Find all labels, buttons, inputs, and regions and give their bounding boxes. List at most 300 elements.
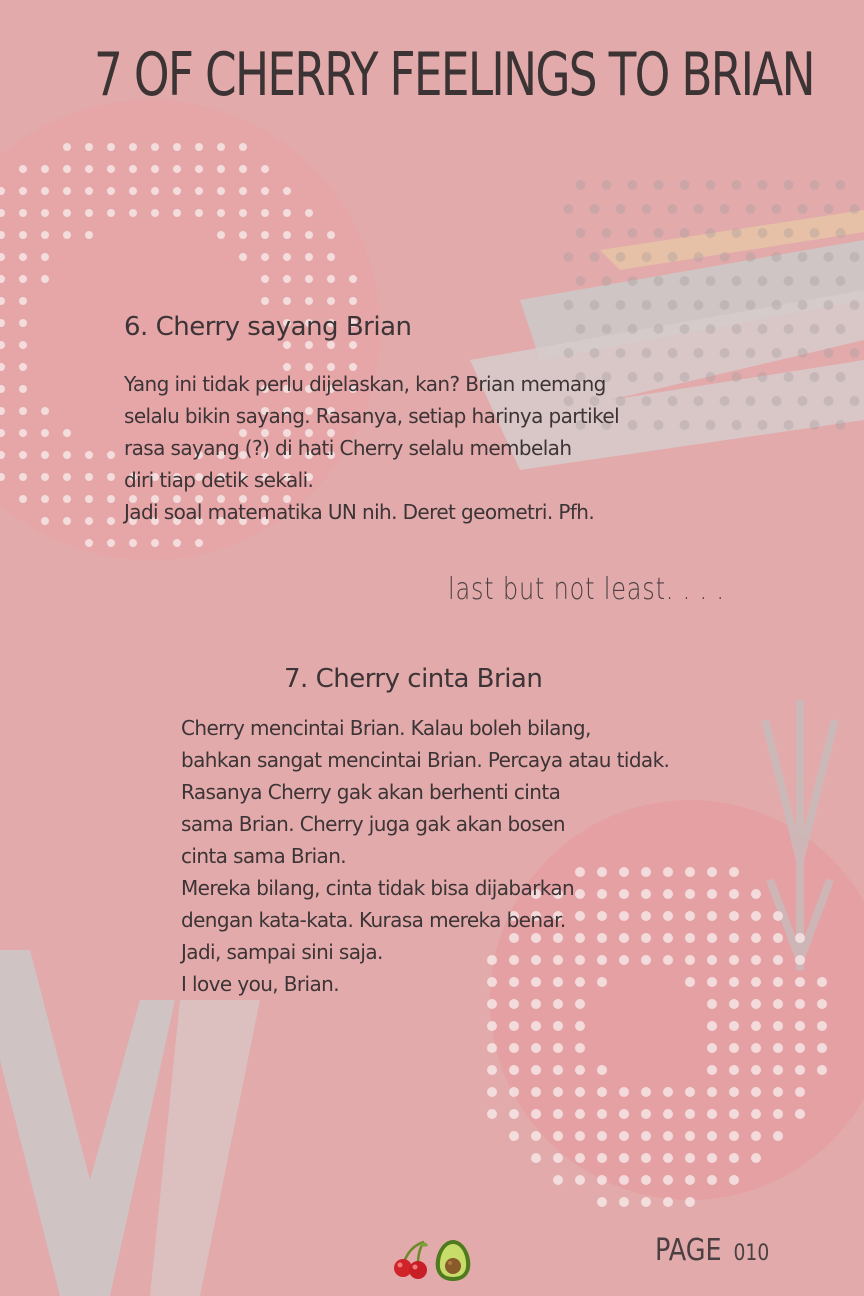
decor-dot <box>706 228 716 238</box>
decor-dot <box>707 911 717 921</box>
decor-dot <box>795 1109 805 1119</box>
decor-dot <box>784 276 794 286</box>
decor-dot <box>553 999 563 1009</box>
decor-dot <box>217 165 225 173</box>
decor-dot <box>836 228 846 238</box>
decor-dot <box>751 955 761 965</box>
decor-dot <box>327 341 335 349</box>
decor-dot <box>107 495 115 503</box>
body-line: Cherry mencintai Brian. Kalau boleh bilang, <box>181 716 591 740</box>
decor-dot <box>751 911 761 921</box>
decor-dot <box>151 539 159 547</box>
decor-dot <box>685 977 695 987</box>
decor-dot <box>509 1131 519 1141</box>
decor-dot <box>798 348 808 358</box>
decor-dot <box>107 187 115 195</box>
decor-dot <box>619 1153 629 1163</box>
decor-dot <box>487 1065 497 1075</box>
decor-dot <box>107 539 115 547</box>
decor-dot <box>19 429 27 437</box>
decor-dot <box>41 429 49 437</box>
decor-dot <box>668 396 678 406</box>
decor-dot <box>772 300 782 310</box>
decor-dot <box>239 231 247 239</box>
page-title: 7 OF CHERRY FEELINGS TO BRIAN <box>94 40 814 110</box>
decor-dot <box>732 180 742 190</box>
decor-dot <box>564 204 574 214</box>
decor-dot <box>707 1175 717 1185</box>
decor-dot <box>758 228 768 238</box>
decor-dot <box>654 180 664 190</box>
decor-dot <box>694 204 704 214</box>
decor-dot <box>707 955 717 965</box>
decor-dot <box>817 999 827 1009</box>
decor-dot <box>261 187 269 195</box>
decor-dot <box>707 1109 717 1119</box>
decor-dot <box>685 933 695 943</box>
decor-dot <box>729 999 739 1009</box>
decor-dot <box>261 209 269 217</box>
decor-dot <box>795 1021 805 1031</box>
decor-dot <box>217 143 225 151</box>
decor-dot <box>553 1021 563 1031</box>
decor-dot <box>685 1153 695 1163</box>
decor-dot <box>173 539 181 547</box>
decor-dot <box>597 1175 607 1185</box>
page-word: PAGE <box>655 1233 722 1268</box>
decor-dot <box>772 204 782 214</box>
decor-dot <box>751 933 761 943</box>
decor-dot <box>19 495 27 503</box>
decor-dot <box>810 180 820 190</box>
decor-dot <box>41 517 49 525</box>
decor-dot <box>261 165 269 173</box>
decor-dot <box>795 1087 805 1097</box>
decor-dot <box>641 1109 651 1119</box>
decor-dot <box>239 253 247 261</box>
decor-dot <box>729 955 739 965</box>
decor-dot <box>564 300 574 310</box>
decor-dot <box>668 204 678 214</box>
decor-dot <box>628 180 638 190</box>
decor-dot <box>784 228 794 238</box>
decor-dot <box>751 1021 761 1031</box>
decor-dot <box>751 1043 761 1053</box>
decor-dot <box>597 1153 607 1163</box>
decor-dot <box>641 1197 651 1207</box>
decor-dot <box>850 252 860 262</box>
decor-dot <box>239 143 247 151</box>
decor-dot <box>531 999 541 1009</box>
decor-dot <box>19 187 27 195</box>
decor-dot <box>850 396 860 406</box>
decor-dot <box>63 429 71 437</box>
decor-dot <box>63 209 71 217</box>
body-line: Jadi, sampai sini saja. <box>181 940 383 964</box>
decor-dot <box>509 1109 519 1119</box>
decor-dot <box>261 231 269 239</box>
decor-dot <box>531 1043 541 1053</box>
decor-dot <box>195 143 203 151</box>
decor-dot <box>720 348 730 358</box>
decor-dot <box>729 1131 739 1141</box>
decor-dot <box>151 209 159 217</box>
decor-dot <box>327 231 335 239</box>
decor-dot <box>751 1131 761 1141</box>
decor-dot <box>836 420 846 430</box>
decor-dot <box>509 999 519 1009</box>
decor-dot <box>729 1087 739 1097</box>
decor-dot <box>107 451 115 459</box>
decor-dot <box>707 1153 717 1163</box>
decor-dot <box>746 396 756 406</box>
decor-dot <box>107 473 115 481</box>
decor-dot <box>19 231 27 239</box>
decor-dot <box>63 517 71 525</box>
body-line: diri tiap detik sekali. <box>124 468 314 492</box>
decor-dot <box>283 187 291 195</box>
decor-dot <box>817 1065 827 1075</box>
decor-dot <box>732 276 742 286</box>
decor-dot <box>654 324 664 334</box>
body-line: Mereka bilang, cinta tidak bisa dijabarkan <box>181 876 575 900</box>
avocado-icon <box>432 1238 474 1282</box>
body-line: dengan kata-kata. Kurasa mereka benar. <box>181 908 566 932</box>
decor-dot <box>795 1065 805 1075</box>
decor-dot <box>63 231 71 239</box>
decor-dot <box>706 180 716 190</box>
section-7-heading: 7. Cherry cinta Brian <box>284 664 543 694</box>
decor-dot <box>85 165 93 173</box>
decor-dot <box>576 228 586 238</box>
decor-dot <box>531 1131 541 1141</box>
decor-dot <box>758 372 768 382</box>
decor-dot <box>758 420 768 430</box>
decor-dot <box>590 300 600 310</box>
decor-dot <box>305 253 313 261</box>
decor-dot <box>773 1131 783 1141</box>
decor-dot <box>795 977 805 987</box>
decor-dot <box>707 867 717 877</box>
decor-dot <box>836 372 846 382</box>
decor-dot <box>795 999 805 1009</box>
decor-dot <box>729 933 739 943</box>
decor-dot <box>680 180 690 190</box>
decor-dot <box>680 276 690 286</box>
decor-dot <box>327 297 335 305</box>
decor-dot <box>349 275 357 283</box>
decor-dot <box>685 867 695 877</box>
body-line: Jadi soal matematika UN nih. Deret geometri. Pfh. <box>124 500 595 524</box>
decor-dot <box>685 1131 695 1141</box>
decor-dot <box>706 276 716 286</box>
decor-dot <box>63 143 71 151</box>
decor-dot <box>680 372 690 382</box>
decor-dot <box>553 1175 563 1185</box>
decor-dot <box>575 1109 585 1119</box>
decor-dot <box>773 1043 783 1053</box>
decor-dot <box>487 1021 497 1031</box>
decor-dot <box>824 252 834 262</box>
decor-dot <box>758 180 768 190</box>
decor-dot <box>729 1109 739 1119</box>
decor-dot <box>772 348 782 358</box>
decor-dot <box>239 165 247 173</box>
decor-dot <box>619 1109 629 1119</box>
decor-dot <box>751 1153 761 1163</box>
decor-dot <box>261 275 269 283</box>
decor-dot <box>751 1065 761 1075</box>
decor-dot <box>597 1197 607 1207</box>
decor-dot <box>575 1043 585 1053</box>
decor-dot <box>824 204 834 214</box>
decor-dot <box>129 539 137 547</box>
decor-dot <box>773 1087 783 1097</box>
decor-dot <box>575 1087 585 1097</box>
decor-dot <box>305 209 313 217</box>
decor-dot <box>642 204 652 214</box>
decor-dot <box>19 385 27 393</box>
decor-dot <box>810 276 820 286</box>
decor-dot <box>597 1131 607 1141</box>
decor-dot <box>758 276 768 286</box>
decor-dot <box>824 300 834 310</box>
decor-dot <box>261 297 269 305</box>
decor-dot <box>824 396 834 406</box>
decor-dot <box>19 165 27 173</box>
decor-dot <box>729 911 739 921</box>
decor-dot <box>509 1043 519 1053</box>
decor-dot <box>663 1197 673 1207</box>
last-but-not-least-note: last but not least. . . . <box>448 572 725 607</box>
decor-dot <box>707 1087 717 1097</box>
decor-dot <box>751 999 761 1009</box>
decor-dot <box>597 1087 607 1097</box>
decor-dot <box>707 933 717 943</box>
decor-dot <box>685 955 695 965</box>
decor-dot <box>642 300 652 310</box>
decor-dot <box>85 517 93 525</box>
decor-dot <box>63 165 71 173</box>
decor-dot <box>597 1065 607 1075</box>
decor-dot <box>642 252 652 262</box>
brush-strokes-bottom-left <box>0 950 260 1296</box>
decor-dot <box>239 187 247 195</box>
decor-dot <box>685 911 695 921</box>
decor-dot <box>654 372 664 382</box>
decor-dot <box>706 372 716 382</box>
decor-dot <box>824 348 834 358</box>
decor-dot <box>663 1087 673 1097</box>
decor-dot <box>575 999 585 1009</box>
decor-dot <box>746 252 756 262</box>
decor-dot <box>850 348 860 358</box>
decor-dot <box>151 187 159 195</box>
decor-dot <box>616 300 626 310</box>
decor-dot <box>663 1131 673 1141</box>
decor-dot <box>85 187 93 195</box>
decor-dot <box>772 252 782 262</box>
decor-dot <box>217 231 225 239</box>
decor-dot <box>628 372 638 382</box>
decor-dot <box>19 473 27 481</box>
decor-dot <box>195 209 203 217</box>
decor-dot <box>509 1021 519 1031</box>
decor-dot <box>784 180 794 190</box>
decor-dot <box>575 1153 585 1163</box>
decor-dot <box>642 396 652 406</box>
body-line: Yang ini tidak perlu dijelaskan, kan? Brian memang <box>124 372 606 396</box>
page-number: 010 <box>733 1241 770 1266</box>
decor-dot <box>217 209 225 217</box>
decor-dot <box>531 1109 541 1119</box>
decor-dot <box>41 165 49 173</box>
decor-dot <box>720 204 730 214</box>
decor-dot <box>63 187 71 195</box>
decor-dot <box>173 143 181 151</box>
section-6-heading: 6. Cherry sayang Brian <box>124 312 412 342</box>
decor-dot <box>732 372 742 382</box>
decor-dot <box>553 1153 563 1163</box>
decor-dot <box>195 165 203 173</box>
decor-dot <box>509 1087 519 1097</box>
decor-dot <box>531 1065 541 1075</box>
decor-dot <box>784 372 794 382</box>
decor-dot <box>85 473 93 481</box>
decor-dot <box>283 209 291 217</box>
decor-dot <box>590 204 600 214</box>
decor-dot <box>129 187 137 195</box>
body-line: I love you, Brian. <box>181 972 339 996</box>
decor-dot <box>487 1043 497 1053</box>
decor-dot <box>810 372 820 382</box>
decor-dot <box>19 407 27 415</box>
decor-dot <box>795 955 805 965</box>
decor-dot <box>590 348 600 358</box>
decor-dot <box>129 165 137 173</box>
decor-dot <box>773 1109 783 1119</box>
decor-dot <box>195 187 203 195</box>
decor-dot <box>707 889 717 899</box>
decor-dot <box>773 999 783 1009</box>
decor-dot <box>773 955 783 965</box>
decor-dot <box>784 420 794 430</box>
decor-dot <box>41 187 49 195</box>
body-line: sama Brian. Cherry juga gak akan bosen <box>181 812 565 836</box>
decor-dot <box>509 1065 519 1075</box>
decor-dot <box>729 977 739 987</box>
decor-dot <box>283 341 291 349</box>
decor-dot <box>680 420 690 430</box>
decor-dot <box>751 1087 761 1097</box>
decor-dot <box>628 420 638 430</box>
decor-dot <box>305 275 313 283</box>
decor-dot <box>63 473 71 481</box>
decor-dot <box>729 1043 739 1053</box>
decor-dot <box>680 228 690 238</box>
decor-dot <box>602 276 612 286</box>
decor-dot <box>773 933 783 943</box>
decor-dot <box>487 1087 497 1097</box>
decor-dot <box>283 275 291 283</box>
decor-dot <box>576 276 586 286</box>
decor-dot <box>773 1065 783 1075</box>
body-line: rasa sayang (?) di hati Cherry selalu membelah <box>124 436 572 460</box>
decor-dot <box>85 209 93 217</box>
body-line: cinta sama Brian. <box>181 844 347 868</box>
decor-dot <box>694 300 704 310</box>
decor-dot <box>654 228 664 238</box>
decor-dot <box>641 1153 651 1163</box>
decor-dot <box>758 324 768 334</box>
decor-dot <box>41 407 49 415</box>
decor-dot <box>732 420 742 430</box>
decor-dot <box>327 275 335 283</box>
decor-dot <box>327 253 335 261</box>
decor-dot <box>616 252 626 262</box>
decor-dot <box>654 276 664 286</box>
decor-dot <box>19 451 27 459</box>
decor-dot <box>706 420 716 430</box>
decor-dot <box>642 348 652 358</box>
decor-dot <box>817 977 827 987</box>
decor-dot <box>487 999 497 1009</box>
decor-dot <box>590 252 600 262</box>
decor-dot <box>564 252 574 262</box>
decor-dot <box>107 165 115 173</box>
decor-dot <box>553 1043 563 1053</box>
decor-dot <box>85 231 93 239</box>
decor-dot <box>305 341 313 349</box>
decor-dot <box>41 495 49 503</box>
decor-dot <box>772 396 782 406</box>
decor-dot <box>616 204 626 214</box>
decor-dot <box>63 451 71 459</box>
decor-dot <box>19 363 27 371</box>
decor-dot <box>151 165 159 173</box>
decor-dot <box>602 228 612 238</box>
decor-dot <box>576 324 586 334</box>
decor-dot <box>349 297 357 305</box>
decor-dot <box>836 324 846 334</box>
decor-dot <box>151 143 159 151</box>
decor-dot <box>129 143 137 151</box>
decor-dot <box>732 228 742 238</box>
page-number-label <box>655 1233 769 1268</box>
decor-dot <box>553 1065 563 1075</box>
decor-dot <box>305 231 313 239</box>
decor-dot <box>173 187 181 195</box>
decor-dot <box>283 253 291 261</box>
decor-dot <box>173 165 181 173</box>
decor-dot <box>784 324 794 334</box>
decor-dot <box>576 180 586 190</box>
decor-dot <box>707 1065 717 1075</box>
cherry-icon <box>390 1238 430 1282</box>
decor-dot <box>619 1197 629 1207</box>
decor-dot <box>41 451 49 459</box>
decor-dot <box>798 204 808 214</box>
decor-dot <box>616 348 626 358</box>
decor-dot <box>707 1021 717 1031</box>
decor-dot <box>663 1109 673 1119</box>
decor-dot <box>729 1175 739 1185</box>
decor-dot <box>798 396 808 406</box>
decor-dot <box>19 341 27 349</box>
decor-dot <box>817 1043 827 1053</box>
decor-dot <box>283 297 291 305</box>
decor-dot <box>707 1043 717 1053</box>
